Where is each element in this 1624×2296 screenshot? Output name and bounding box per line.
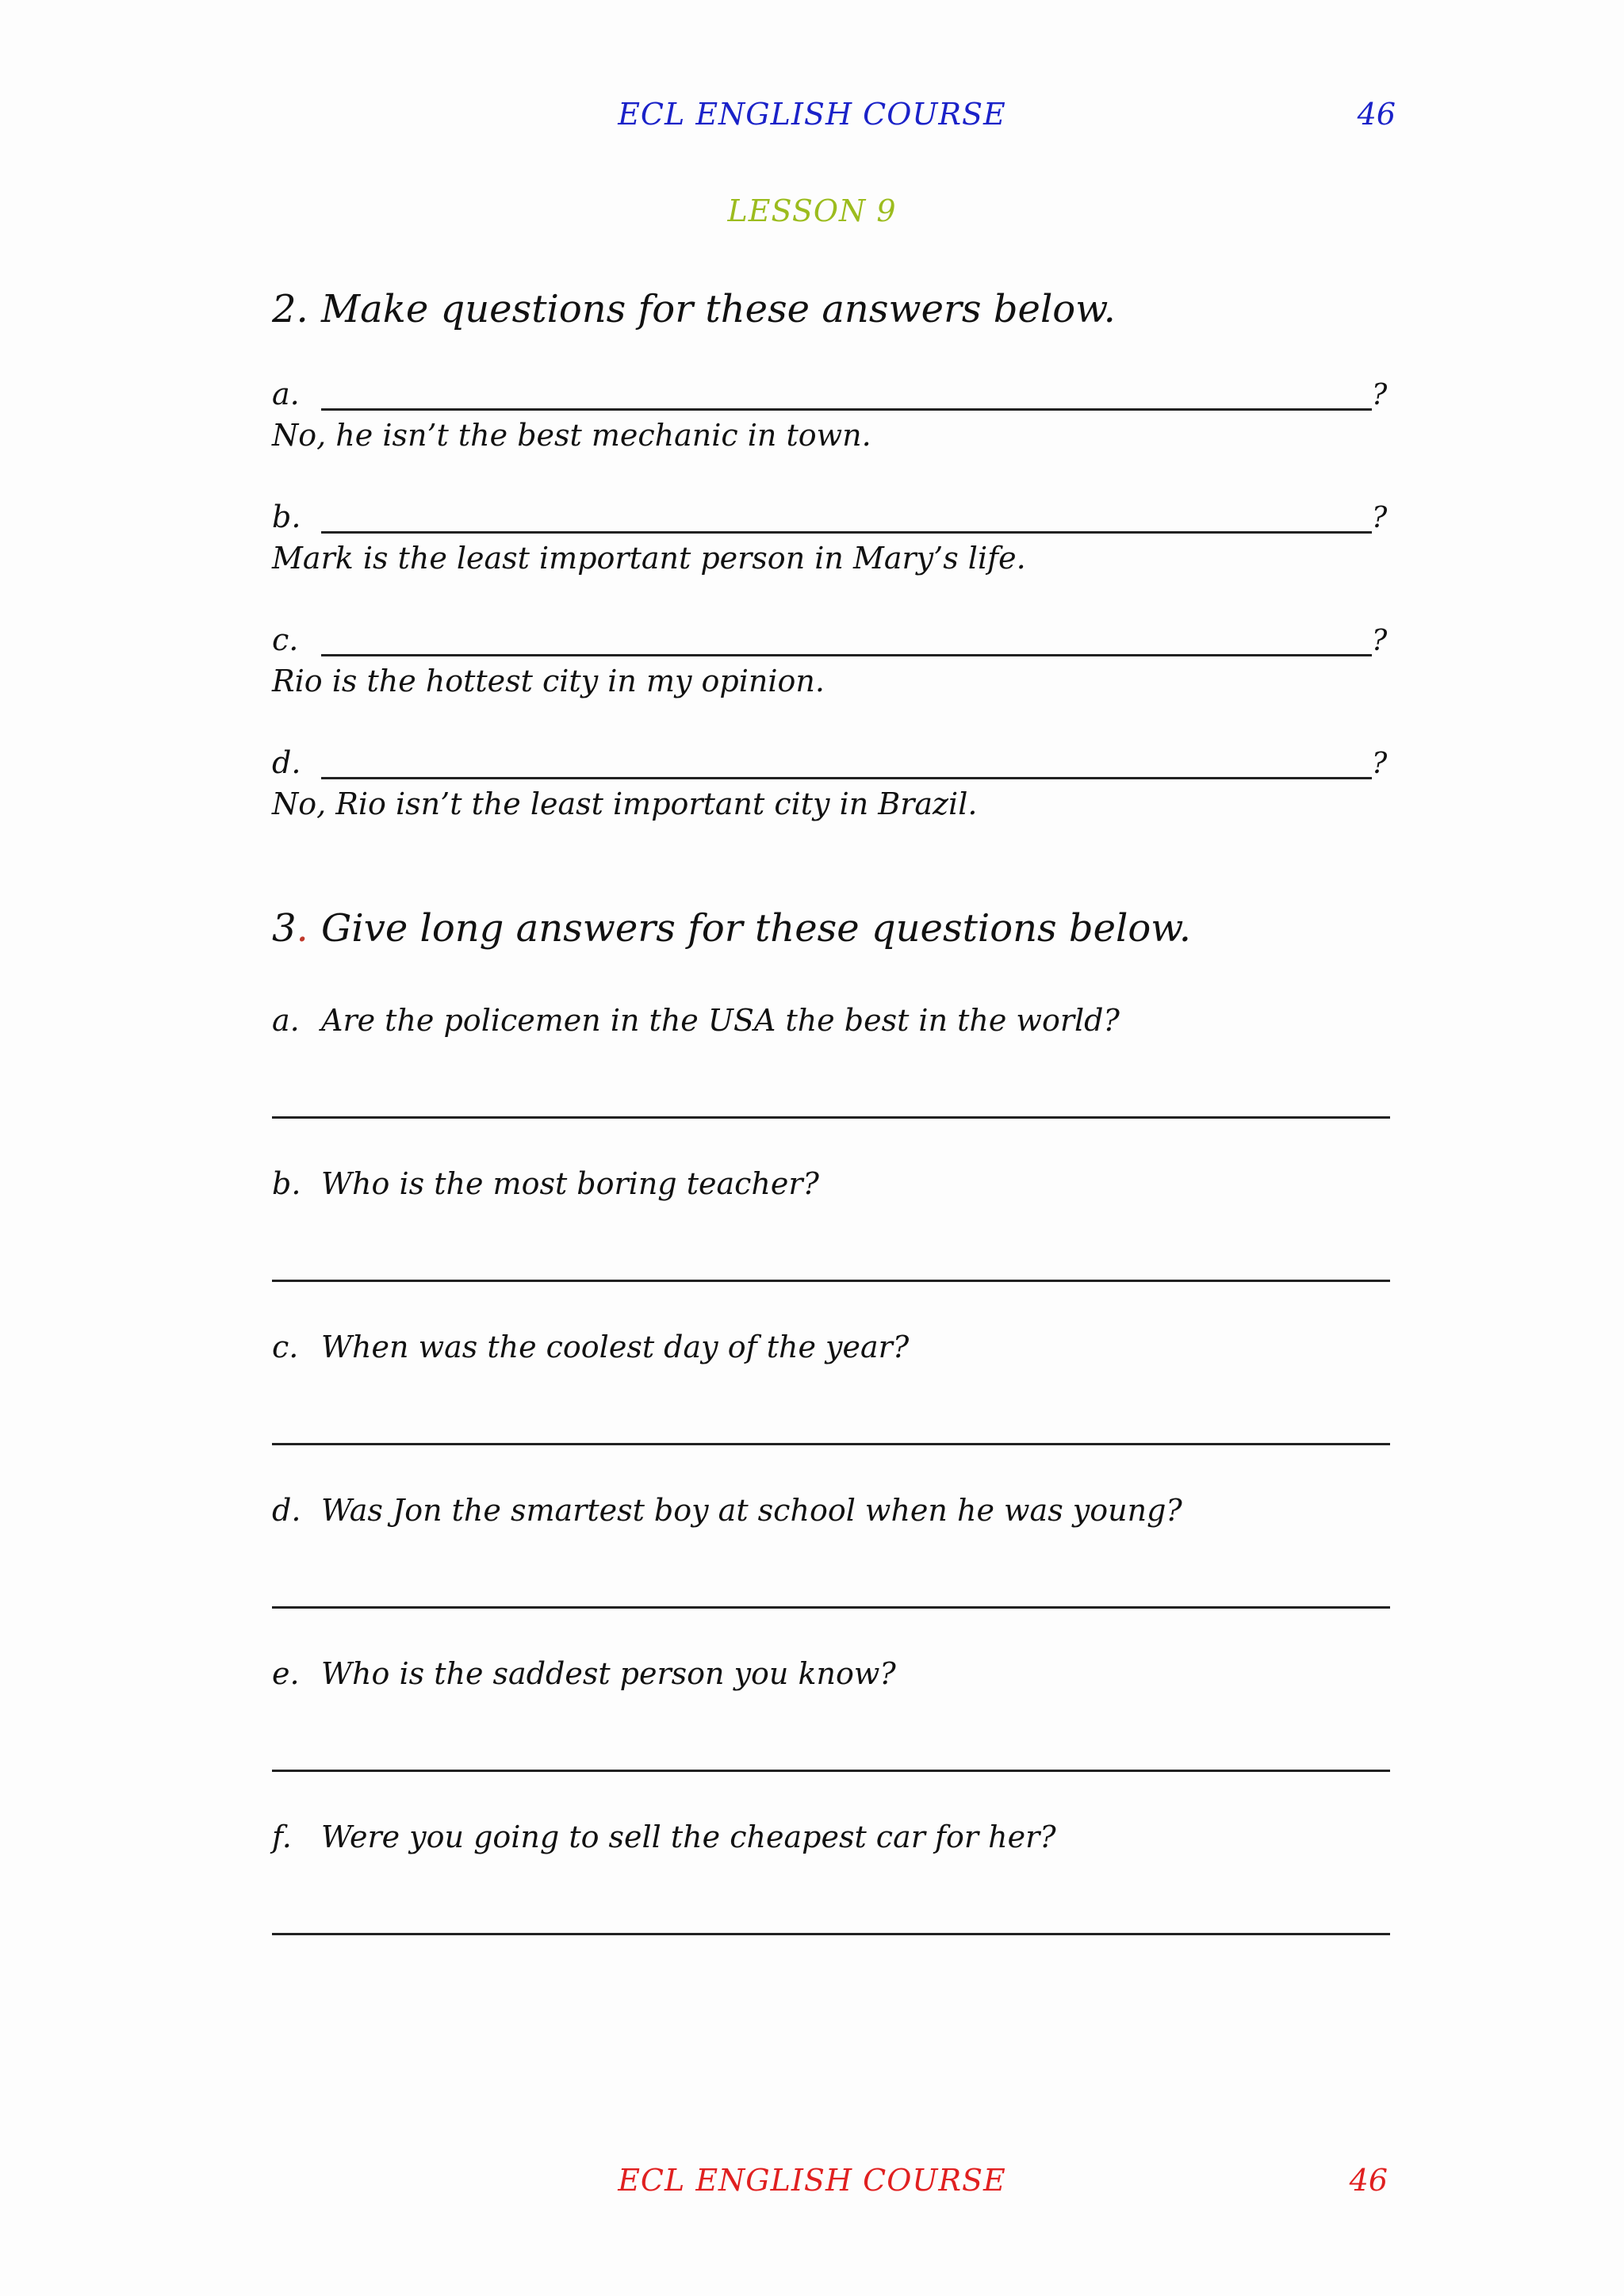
s2-item-c-answer: Rio is the hottest city in my opinion. (272, 664, 825, 698)
s3-item-a-letter: a. (272, 1003, 300, 1038)
s2-item-d-answer: No, Rio isn’t the least important city in Brazil. (272, 786, 978, 821)
s3-item-c-answer-line[interactable] (272, 1443, 1390, 1445)
s2-item-d-letter: d. (272, 745, 301, 780)
footer-title: ECL ENGLISH COURSE (618, 2163, 1006, 2198)
section-3-title (272, 906, 1191, 951)
header-page-number: 46 (1357, 97, 1396, 132)
s2-item-a-question-mark: ? (1372, 379, 1388, 411)
s2-item-b-answer: Mark is the least important person in Mary’s life. (272, 541, 1026, 576)
s3-item-c-letter: c. (272, 1330, 299, 1364)
s3-item-d-question: Was Jon the smartest boy at school when he was young? (321, 1493, 1182, 1528)
section-3-number: 3. (272, 906, 308, 951)
s3-item-e-question: Who is the saddest person you know? (321, 1656, 896, 1691)
s3-item-a-question: Are the policemen in the USA the best in the world? (321, 1003, 1120, 1038)
s3-item-b-answer-line[interactable] (272, 1280, 1390, 1282)
s3-item-f-question: Were you going to sell the cheapest car for her? (321, 1820, 1056, 1854)
s2-item-d-question-line[interactable] (321, 777, 1372, 779)
s2-item-b-letter: b. (272, 499, 301, 534)
s3-item-b-letter: b. (272, 1166, 301, 1201)
s3-item-b-question: Who is the most boring teacher? (321, 1166, 819, 1201)
s3-item-d-answer-line[interactable] (272, 1606, 1390, 1609)
s2-item-b-question-mark: ? (1372, 502, 1388, 534)
s3-item-c-question: When was the coolest day of the year? (321, 1330, 910, 1364)
header-title: ECL ENGLISH COURSE (618, 97, 1006, 132)
s2-item-a-question-line[interactable] (321, 408, 1372, 411)
s2-item-c-letter: c. (272, 622, 299, 657)
section-2-heading: Make questions for these answers below. (321, 287, 1116, 331)
s3-item-d-letter: d. (272, 1493, 301, 1528)
s3-item-e-answer-line[interactable] (272, 1770, 1390, 1772)
lesson-title: LESSON 9 (727, 193, 897, 228)
s2-item-b-question-line[interactable] (321, 531, 1372, 534)
section-3-heading: Give long answers for these questions below. (321, 906, 1191, 951)
s3-item-a-answer-line[interactable] (272, 1116, 1390, 1119)
s2-item-a-letter: a. (272, 377, 300, 411)
s2-item-a-answer: No, he isn’t the best mechanic in town. (272, 418, 871, 453)
s3-item-f-answer-line[interactable] (272, 1933, 1390, 1935)
s2-item-c-question-mark: ? (1372, 625, 1388, 657)
section-3-number-dot: . (296, 906, 308, 951)
footer-page-number: 46 (1349, 2163, 1388, 2198)
s3-item-f-letter: f. (272, 1820, 292, 1854)
section-2-number: 2. (272, 287, 308, 331)
s2-item-c-question-line[interactable] (321, 654, 1372, 656)
s2-item-d-question-mark: ? (1372, 748, 1388, 780)
s3-item-e-letter: e. (272, 1656, 300, 1691)
section-2-title (272, 287, 1116, 331)
